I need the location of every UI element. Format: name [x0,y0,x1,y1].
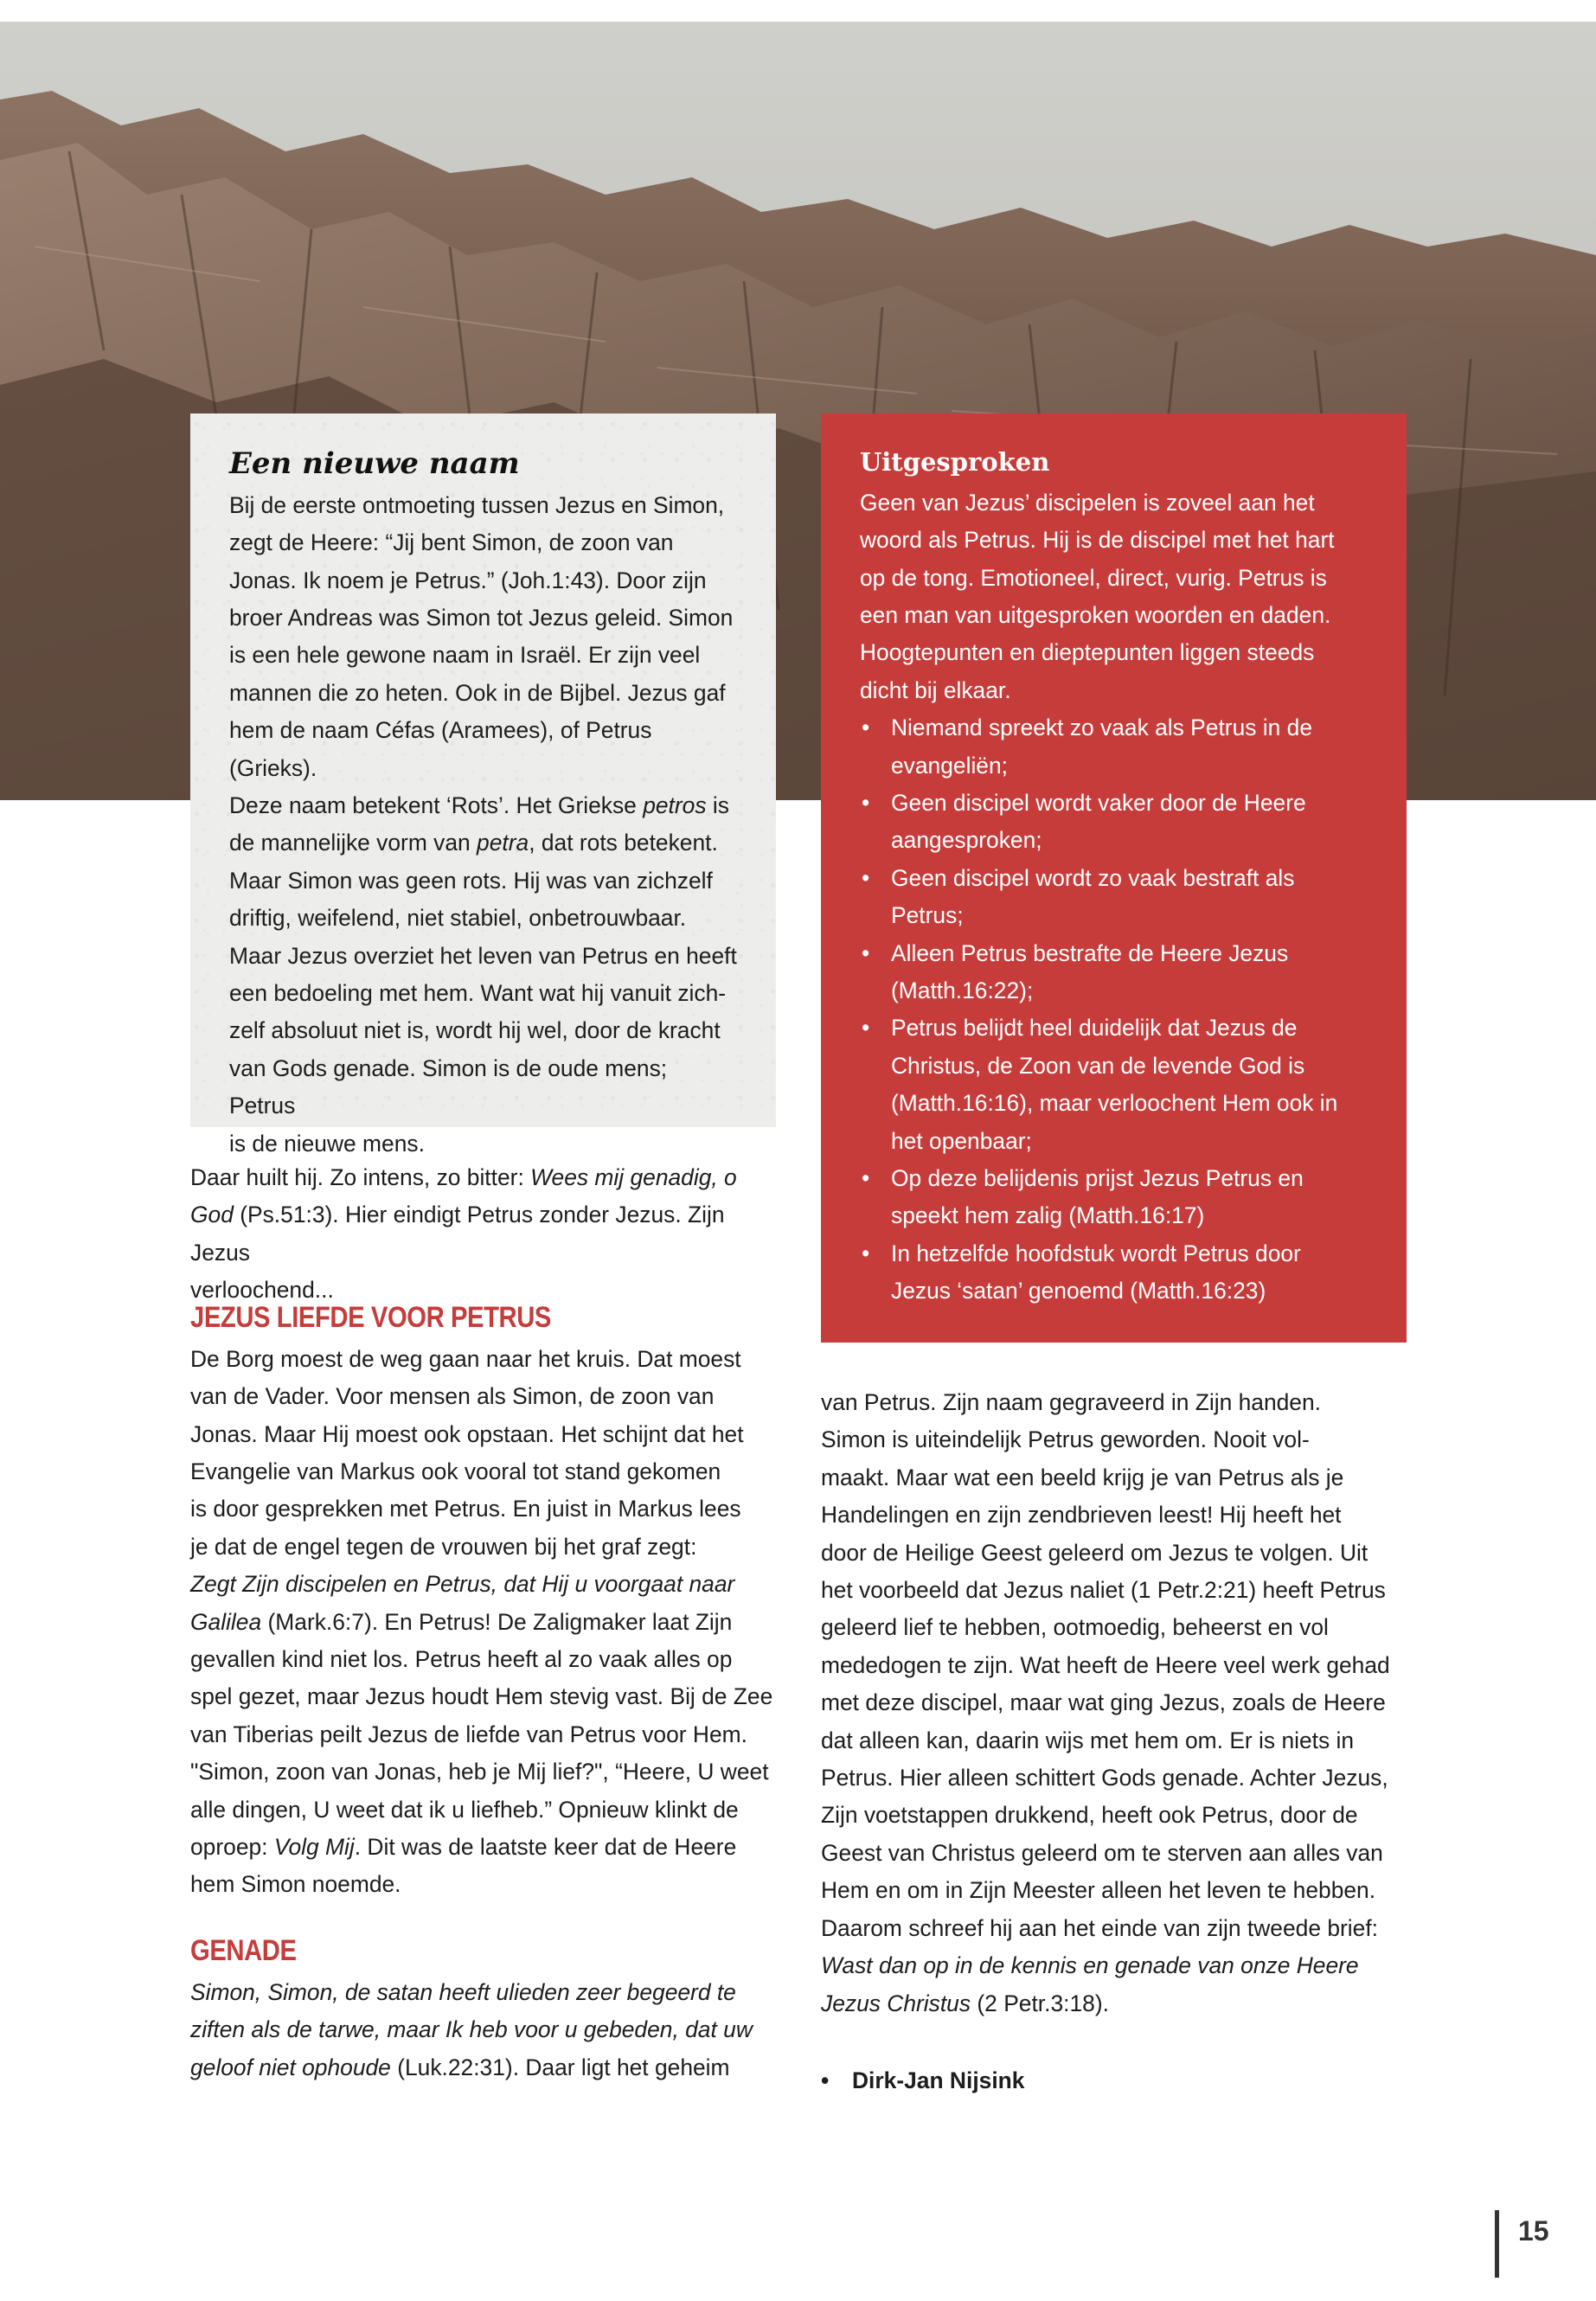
list-item: • In hetzelfde hoofdstuk wordt Petrus door Jezus ‘satan’ genoemd (Matth.16:23) [860,1235,1368,1311]
body-paragraph: Simon, Simon, de satan heeft ulieden zeer begeerd te ziften als de tarwe, maar Ik heb voor u gebeden, dat uw geloof niet ophoude (Luk.22:31). Daar ligt het geheim [190,1978,753,2080]
sidebar-box-new-name [190,413,776,1157]
section-heading: GENADE [190,1933,297,1967]
body-right-column [821,1384,1418,2022]
sidebar-title: Een nieuwe naam [229,446,520,481]
author-name: Dirk-Jan Nijsink [852,2067,1025,2093]
list-item: • Petrus belijdt heel duidelijk dat Jezus de Christus, de Zoon van de levende God is (Matth.16:16), maar verloochent Hem ook in het openbaar; [860,1009,1368,1160]
page-number-divider [1495,2210,1499,2278]
list-item: • Geen discipel wordt vaker door de Heere aangesproken; [860,785,1368,860]
body-intro [190,1159,787,1310]
sidebar-box-outspoken [821,413,1407,1343]
author-byline [821,2062,1024,2099]
list-item: • Niemand spreekt zo vaak als Petrus in de evangeliën; [860,709,1368,785]
sidebar-intro: Geen van Jezus’ discipelen is zoveel aan het woord als Petrus. Hij is de discipel met het hart op de tong. Emotioneel, direct, vurig. Petrus is een man van uitgesproken woorden en daden. Hoogtepunten en dieptepunten liggen steeds dicht bij elkaar. [860,489,1335,703]
body-paragraph: van Petrus. Zijn naam gegraveerd in Zijn handen. Simon is uiteindelijk Petrus geworden. Nooit vol- maakt. Maar wat een beeld krijg je van Petrus als je Handelingen en zijn zendbrieven leest! Hij heeft het door de Heilige Geest geleerd om Jezus te volgen. Uit het voorbeeld dat Jezus naliet (1 Petr.2:21) heeft Petrus geleerd lief te hebben, ootmoedig, beheerst en vol mededogen te zijn. Wat heeft de Heere veel werk gehad met deze discipel, maar wat ging Jezus, zoals de Heere dat alleen kan, daarin wijs met hem om. Er is niets in Petrus. Hier alleen schittert Gods genade. Achter Jezus, Zijn voetstappen drukkend, heeft ook Petrus, door de Geest van Christus geleerd om te sterven aan alles van Hem en om in Zijn Meester alleen het leven te hebben. Daarom schreef hij aan het einde van zijn tweede brief: Wast dan op in de kennis en genade van onze Heere Jezus Christus (2 Petr.3:18). [821,1389,1390,2016]
bullet-icon: • [821,2067,830,2093]
list-item: • Alleen Petrus bestrafte de Heere Jezus (Matth.16:22); [860,935,1368,1010]
section-heading: JEZUS LIEFDE VOOR PETRUS [190,1301,551,1334]
page-number: 15 [1518,2215,1549,2247]
list-item: • Geen discipel wordt zo vaak bestraft als Petrus; [860,860,1368,935]
sidebar-bullet-list [860,709,1368,1311]
body-paragraph: De Borg moest de weg gaan naar het kruis. Dat moest van de Vader. Voor mensen als Simon, de zoon van Jonas. Maar Hij moest ook opstaan. Het schijnt dat het Evangelie van Markus ook vooral tot stand gekomen is door gesprekken met Petrus. En juist in Markus lees je dat de engel tegen de vrouwen bij het graf zegt: Zegt Zijn discipelen en Petrus, dat Hij u voorgaat naar Galilea (Mark.6:7). En Petrus! De Zaligmaker laat Zijn gevallen kind niet los. Petrus heeft al zo vaak alles op spel gezet, maar Jezus houdt Hem stevig vast. Bij de Zee van Tiberias peilt Jezus de liefde van Petrus voor Hem. "Simon, zoon van Jonas, heb je Mij lief?", “Heere, U weet alle dingen, U weet dat ik u liefheb.” Opnieuw klinkt de oproep: Volg Mij. Dit was de laatste keer dat de Heere hem Simon noemde. [190,1345,773,1898]
body-left-column [190,1300,787,2086]
body-paragraph: Daar huilt hij. Zo intens, zo bitter: Wees mij genadig, o God (Ps.51:3). Hier eindigt Petrus zonder Jezus. Zijn Jezus verloochend... [190,1164,737,1304]
list-item: • Op deze belijdenis prijst Jezus Petrus en speekt hem zalig (Matth.16:17) [860,1160,1368,1235]
sidebar-title: Uitgesproken [860,447,1050,477]
sidebar-paragraph: Bij de eerste ontmoeting tussen Jezus en Simon, zegt de Heere: “Jij bent Simon, de zoon van Jonas. Ik noem je Petrus.” (Joh.1:43). Door zijn broer Andreas was Simon tot Jezus geleid. Simon is een hele gewone naam in Israël. Er zijn veel mannen die zo heten. Ook in de Bijbel. Jezus gaf hem de naam Céfas (Aramees), of Petrus (Grieks). Deze naam betekent ‘Rots’. Het Griekse petros is de mannelijke vorm van petra, dat rots betekent. Maar Simon was geen rots. Hij was van zichzelf driftig, weifelend, niet stabiel, onbetrouwbaar. Maar Jezus overziet het leven van Petrus en heeft een bedoeling met hem. Want wat hij vanuit zich- zelf absoluut niet is, wordt hij wel, door de kracht van Gods genade. Simon is de oude mens; Petrus is de nieuwe mens. [229,491,737,1157]
